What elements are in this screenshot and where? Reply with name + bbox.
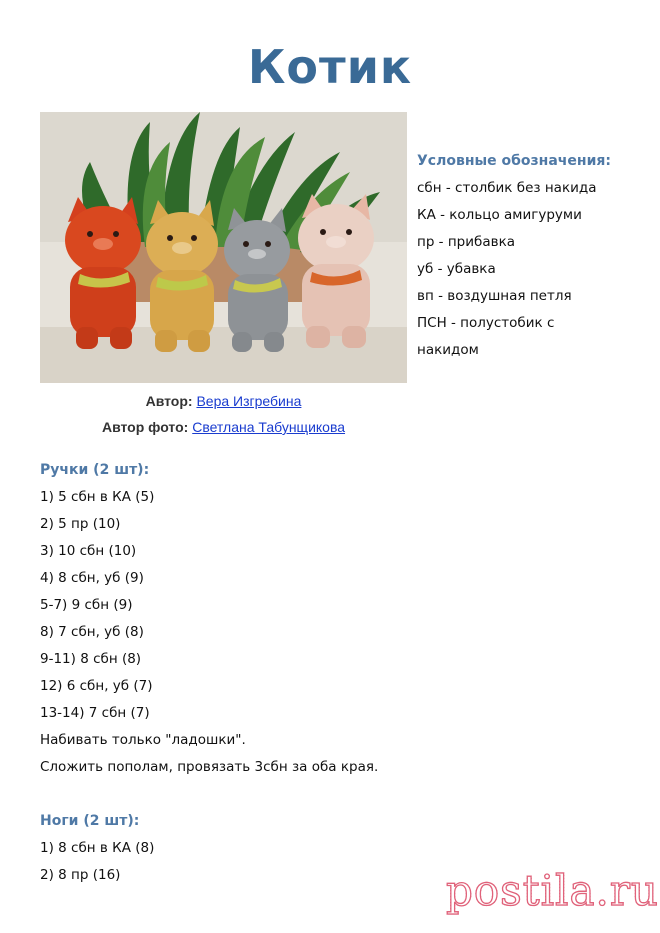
pattern-row: 3) 10 сбн (10) [40, 543, 137, 559]
legend-item: уб - убавка [417, 261, 496, 277]
photo-author-line [40, 414, 407, 440]
crochet-cats-photo [40, 112, 407, 383]
legend-item: накидом [417, 342, 479, 358]
legend-item: сбн - столбик без накида [417, 180, 597, 196]
author-label: Автор: [145, 393, 193, 409]
pattern-row: 4) 8 сбн, уб (9) [40, 570, 144, 586]
watermark-text: postila.ru [446, 866, 659, 915]
legs-title: Ноги (2 шт): [40, 813, 140, 829]
legend-item: КА - кольцо амигуруми [417, 207, 582, 223]
legend-item: пр - прибавка [417, 234, 516, 250]
legend-item: вп - воздушная петля [417, 288, 572, 304]
pattern-row: 2) 5 пр (10) [40, 516, 121, 532]
pattern-note: Набивать только "ладошки". [40, 732, 246, 748]
pattern-row: 8) 7 сбн, уб (8) [40, 624, 144, 640]
author-line [40, 388, 407, 414]
pattern-row: 1) 5 сбн в КА (5) [40, 489, 155, 505]
pattern-note: Сложить пополам, провязать 3сбн за оба края. [40, 759, 379, 775]
author-link[interactable]: Вера Изгребина [196, 393, 302, 409]
arms-title: Ручки (2 шт): [40, 462, 150, 478]
legend [417, 148, 657, 364]
pattern-row: 12) 6 сбн, уб (7) [40, 678, 153, 694]
legend-title: Условные обозначения: [417, 153, 611, 169]
photo-author-label: Автор фото: [101, 419, 189, 435]
pattern-row: 1) 8 сбн в КА (8) [40, 840, 155, 856]
photo-author-link[interactable]: Светлана Табунщикова [192, 419, 346, 435]
legend-item: ПСН - полустобик с [417, 315, 555, 331]
credits [40, 388, 407, 440]
arms-section [40, 457, 600, 781]
pattern-row: 5-7) 9 сбн (9) [40, 597, 133, 613]
pattern-row: 2) 8 пр (16) [40, 867, 121, 883]
watermark-logo [446, 866, 659, 922]
pattern-row: 13-14) 7 сбн (7) [40, 705, 150, 721]
page-title: Котик [247, 40, 413, 94]
pattern-row: 9-11) 8 сбн (8) [40, 651, 142, 667]
